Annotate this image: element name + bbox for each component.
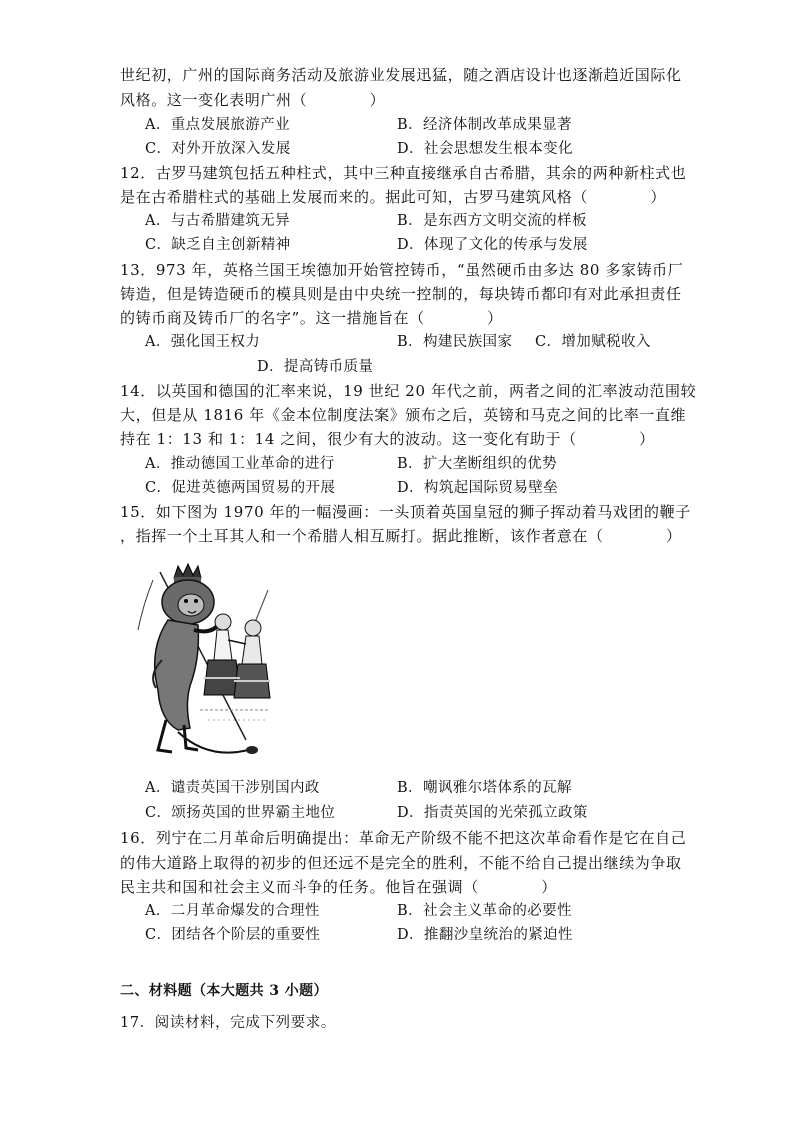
question-14-option-c: C．促进英德两国贸易的开展 [145,480,336,496]
question-14-option-a: A．推动德国工业革命的进行 [145,456,335,472]
question-13-text-line-3: 的铸币商及铸币厂的名字”。这一措施旨在（ ） [120,309,503,327]
question-16-text-line-2: 的伟大道路上取得的初步的但还远不是完全的胜利，不能不给自己提出继续为争取 [120,854,682,872]
question-14-text-line-1: 14．以英国和德国的汇率来说，19 世纪 20 年代之前，两者之间的汇率波动范围较 [120,382,697,400]
question-13-option-a: A．强化国王权力 [145,334,261,350]
question-14-option-b: B．扩大垄断组织的优势 [397,456,558,472]
question-15-text-line-1: 15．如下图为 1970 年的一幅漫画：一头顶着英国皇冠的狮子挥动着马戏团的鞭子 [120,503,691,521]
question-12-option-d: D．体现了文化的传承与发展 [397,237,588,253]
question-15-text-line-2: ，指挥一个土耳其人和一个希腊人相互厮打。据此推断，该作者意在（ ） [120,527,682,545]
lion-circus-cartoon-image [128,560,278,770]
question-13-text-line-1: 13．973 年，英格兰国王埃德加开始管控铸币，“虽然硬币由多达 80 多家铸币厂 [120,261,684,279]
question-13-option-d: D．提高铸币质量 [257,359,374,375]
question-11-option-b: B．经济体制改革成果显著 [397,117,572,133]
question-16-text-line-3: 民主共和国和社会主义而斗争的任务。他旨在强调（ ） [120,878,557,896]
question-16-option-a: A．二月革命爆发的合理性 [145,903,320,919]
question-17-text: 17．阅读材料，完成下列要求。 [120,1015,336,1031]
question-15-option-b: B．嘲讽雅尔塔体系的瓦解 [397,780,572,796]
question-12-option-b: B．是东西方文明交流的样板 [397,213,587,229]
question-14-option-d: D．构筑起国际贸易壁垒 [397,480,559,496]
section-2-heading: 二、材料题（本大题共 3 小题） [120,983,328,999]
question-14-text-line-3: 持在 1：13 和 1：14 之间，很少有大的波动。这一变化有助于（ ） [120,430,655,448]
question-11-text-line-1: 世纪初，广州的国际商务活动及旅游业发展迅猛，随之酒店设计也逐渐趋近国际化 [120,66,682,84]
question-16-option-b: B．社会主义革命的必要性 [397,903,572,919]
question-11-option-d: D．社会思想发生根本变化 [397,141,573,157]
question-11-option-c: C．对外开放深入发展 [145,141,291,157]
question-13-option-c: C．增加赋税收入 [535,334,651,350]
question-11-text-line-2: 风格。这一变化表明广州（ ） [120,91,386,109]
question-12-text-line-2: 是在古希腊柱式的基础上发展而来的。据此可知，古罗马建筑风格（ ） [120,188,667,206]
question-16-text-line-1: 16．列宁在二月革命后明确提出：革命无产阶级不能不把这次革命看作是它在自己 [120,829,687,847]
question-13-text-line-2: 铸造，但是铸造硬币的模具则是由中央统一控制的，每块铸币都印有对此承担责任 [120,285,682,303]
question-12-option-c: C．缺乏自主创新精神 [145,237,291,253]
question-15-option-c: C．颂扬英国的世界霸主地位 [145,805,336,821]
question-13-option-b: B．构建民族国家 [397,334,513,350]
question-12-option-a: A．与古希腊建筑无异 [145,213,290,229]
question-15-option-a: A．谴责英国干涉别国内政 [145,780,320,796]
question-12-text-line-1: 12．古罗马建筑包括五种柱式，其中三种直接继承自古希腊，其余的两种新柱式也 [120,164,687,182]
question-16-option-c: C．团结各个阶层的重要性 [145,927,321,943]
question-14-text-line-2: 大，但是从 1816 年《金本位制度法案》颁布之后，英镑和马克之间的比率一直维 [120,406,687,424]
question-11-option-a: A．重点发展旅游产业 [145,117,290,133]
question-16-option-d: D．推翻沙皇统治的紧迫性 [397,927,573,943]
question-15-option-d: D．指责英国的光荣孤立政策 [397,805,588,821]
